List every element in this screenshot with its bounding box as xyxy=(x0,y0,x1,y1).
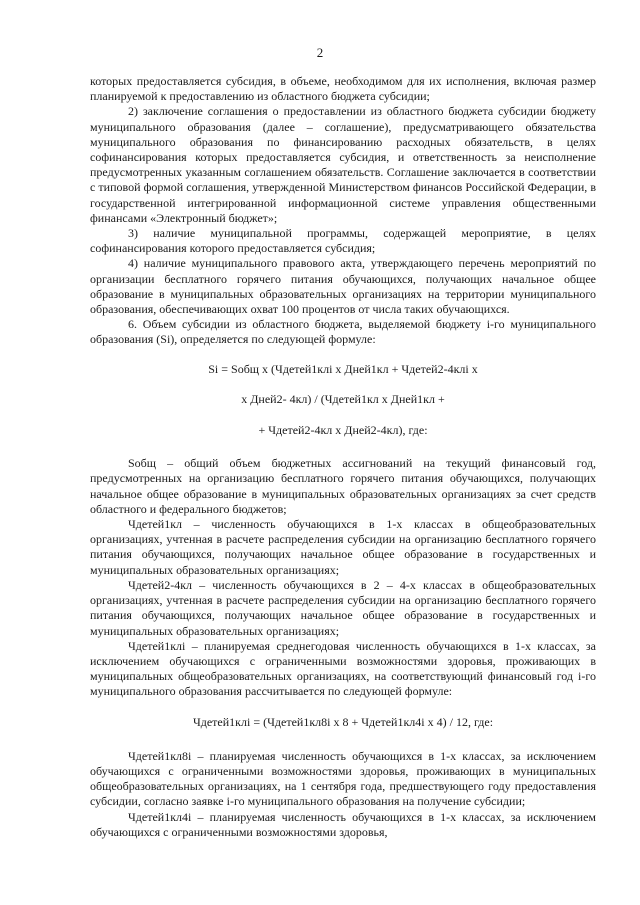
definition-ch1kli: Чдетей1клi – планируемая среднегодовая численность обучающихся в 1-х классах, за исключением обучающихся с ограниченными возможностями здоровья, проживающих в муниципальных общеобразовательных организациях, на соответствующий финансовый год i-го муниципального образования рассчитывается по следующей формуле: xyxy=(90,638,596,699)
paragraph-item-3: 3) наличие муниципальной программы, содержащей мероприятие, в целях софинансирования которого предоставляется субсидия; xyxy=(90,226,596,256)
formula-main-line-3: + Чдетей2-4кл х Дней2-4кл), где: xyxy=(258,423,428,438)
definition-ch1kl: Чдетей1кл – численность обучающихся в 1-х классах в общеобразовательных организациях, учтенная в расчете распределения субсидии на организацию бесплатного горячего питания обучающихся, получающих начальное общее образование в государственных и муниципальных образовательных организациях; xyxy=(90,517,596,577)
document-body xyxy=(90,74,596,840)
formula-main-line-1: Si = Sобщ х (Чдетей1клi х Дней1кл + Чдетей2-4клi х xyxy=(208,361,478,376)
definition-ch24kl: Чдетей2-4кл – численность обучающихся в 2 – 4-х классах в общеобразовательных организациях, учтенная в расчете распределения субсидии на организацию бесплатного горячего питания обучающихся, получающих начальное общее образование в государственных и муниципальных образовательных организациях; xyxy=(90,577,596,638)
formula-main-line-2: х Дней2- 4кл) / (Чдетей1кл х Дней1кл + xyxy=(241,391,445,406)
formula-second: Чдетей1клi = (Чдетей1кл8i х 8 + Чдетей1кл4i х 4) / 12, где: xyxy=(192,714,494,729)
paragraph-item-6: 6. Объем субсидии из областного бюджета, выделяемой бюджету i-го муниципального образования (Si), определяется по следующей формуле: xyxy=(90,317,596,347)
definition-ch1kl4i: Чдетей1кл4i – планируемая численность обучающихся в 1-х классах, за исключением обучающихся с ограниченными возможностями здоровья, xyxy=(90,809,596,839)
paragraph-item-2: 2) заключение соглашения о предоставлении из областного бюджета субсидии бюджету муниципального образования (далее – соглашение), предусматривающего обязательства муниципального образования по финансированию расходных обязательств, в целях софинансирования которых предоставляется субсидия, и ответственность за неисполнение предусмотренных указанным соглашением обязательств. Соглашение заключается в соответствии с типовой формой соглашения, утвержденной Министерством финансов Российской Федерации, в государственной интегрированной информационной системе управления общественными финансами «Электронный бюджет»; xyxy=(90,104,596,225)
definition-sobsh: Sобщ – общий объем бюджетных ассигнований на текущий финансовый год, предусмотренных на организацию бесплатного горячего питания обучающихся, получающих начальное общее образование в муниципальных образовательных организациях за счет средств областного и федерального бюджетов; xyxy=(90,456,596,516)
definition-ch1kl8i: Чдетей1кл8i – планируемая численность обучающихся в 1-х классах, за исключением обучающихся с ограниченными возможностями здоровья, проживающих в муниципальных общеобразовательных организациях, на 1 сентября года, предшествующего году предоставления субсидии, согласно заявке i-го муниципального образования на получение субсидии; xyxy=(90,748,596,809)
paragraph-item-4: 4) наличие муниципального правового акта, утверждающего перечень мероприятий по организации бесплатного горячего питания обучающихся, получающих начальное общее образование в муниципальных образовательных организациях на территории муниципального образования, обеспечивающих охват 100 процентов от числа таких обучающихся. xyxy=(90,256,596,317)
paragraph-continuation: которых предоставляется субсидия, в объеме, необходимом для их исполнения, включая размер планируемой к предоставлению из областного бюджета субсидии; xyxy=(90,74,596,104)
page-number: 2 xyxy=(316,45,324,60)
